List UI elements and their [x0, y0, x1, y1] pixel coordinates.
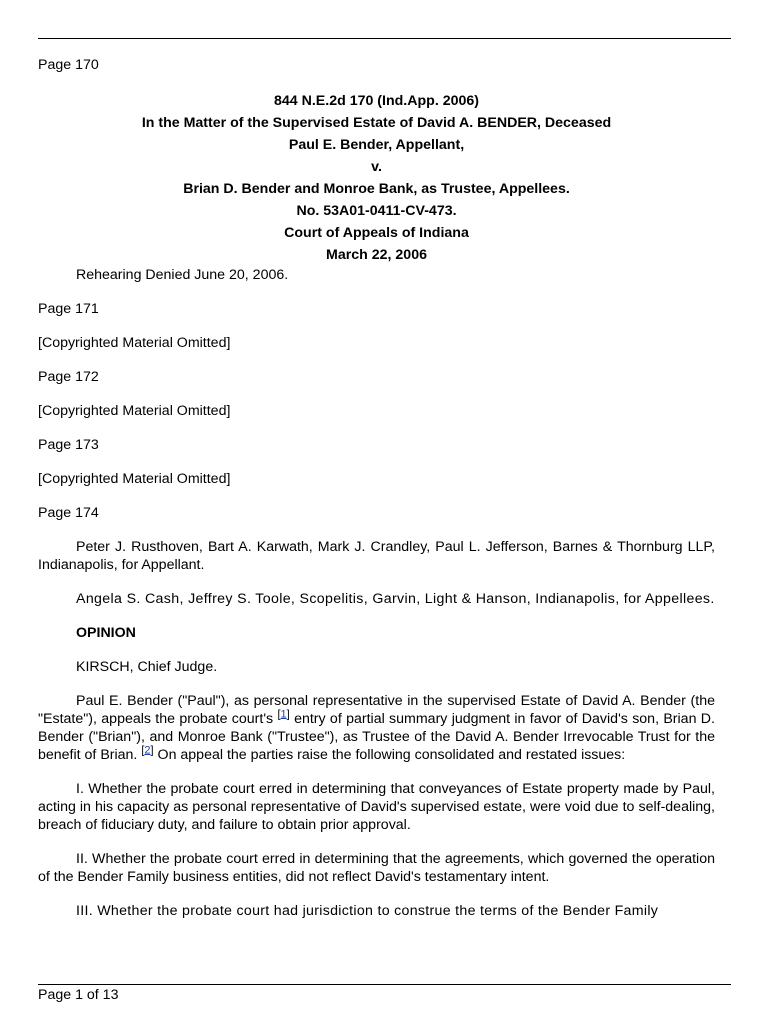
- citation: 844 N.E.2d 170 (Ind.App. 2006): [273, 93, 479, 109]
- rehearing-note: Rehearing Denied June 20, 2006.: [76, 267, 289, 283]
- case-caption: [38, 90, 715, 266]
- opinion-intro: Paul E. Bender ("Paul"), as personal representative in the supervised Estate of David A. Bender (the "Estate"), appeals the probate court's [1] entry of partial summary judgment in favor of David's son, Brian D. Bender ("Brian"), and Monroe Bank ("Trustee"), as Trustee of the David A. Bender Irrevocable Trust for the benefit of Brian. [2] On appeal the parties raise the following consolidated and restated issues:: [38, 693, 715, 763]
- intro-text-3: On appeal the parties raise the following consolidated and restated issues:: [157, 747, 626, 763]
- page-label-173: Page 173: [38, 437, 99, 453]
- opinion-heading: OPINION: [76, 625, 136, 641]
- matter-title: In the Matter of the Supervised Estate of David A. BENDER, Deceased: [141, 115, 612, 131]
- top-rule: [38, 38, 731, 39]
- issue-1: I. Whether the probate court erred in determining that conveyances of Estate property made by Paul, acting in his capacity as personal representative of David's supervised estate, were void due to self-dealing, breach of fiduciary duty, and failure to obtain prior approval.: [38, 781, 715, 833]
- counsel-appellant: Peter J. Rusthoven, Bart A. Karwath, Mark J. Crandley, Paul L. Jefferson, Barnes & Thornburg LLP, Indianapolis, for Appellant.: [38, 539, 715, 573]
- page-label-174: Page 174: [38, 505, 99, 521]
- versus: v.: [371, 159, 382, 175]
- bottom-rule: [38, 984, 731, 985]
- issue-3: III. Whether the probate court had jurisdiction to construe the terms of the Bender Family: [76, 903, 659, 919]
- opinion-author: KIRSCH, Chief Judge.: [76, 659, 218, 675]
- page-counter: Page 1 of 13: [38, 987, 119, 1003]
- footnote-link-2[interactable]: 2: [144, 744, 151, 757]
- decision-date: March 22, 2006: [326, 247, 427, 263]
- intro-text-2: entry of partial summary judgment in favor of David's son, Brian D. Bender ("Brian"), and Monroe Bank ("Trustee"), as Trustee of the David A. Bender Irrevocable Trust for the benefit of Brian.: [38, 711, 715, 763]
- omitted-note-171: [Copyrighted Material Omitted]: [38, 335, 231, 351]
- page-label-172: Page 172: [38, 369, 99, 385]
- omitted-note-173: [Copyrighted Material Omitted]: [38, 471, 231, 487]
- counsel-appellees: Angela S. Cash, Jeffrey S. Toole, Scopelitis, Garvin, Light & Hanson, Indianapolis, for Appellees.: [76, 591, 715, 607]
- intro-text-1: Paul E. Bender ("Paul"), as personal representative in the supervised Estate of David A. Bender (the "Estate"), appeals the probate court's: [38, 693, 715, 727]
- court-name: Court of Appeals of Indiana: [284, 225, 469, 241]
- appellees-name: Brian D. Bender and Monroe Bank, as Trustee, Appellees.: [183, 181, 570, 197]
- page-label-170: Page 170: [38, 57, 99, 73]
- omitted-note-172: [Copyrighted Material Omitted]: [38, 403, 231, 419]
- issue-2: II. Whether the probate court erred in determining that the agreements, which governed the operation of the Bender Family business entities, did not reflect David's testamentary intent.: [38, 851, 715, 885]
- page-label-171: Page 171: [38, 301, 99, 317]
- footnote-link-1[interactable]: 1: [280, 708, 287, 721]
- appellant-name: Paul E. Bender, Appellant,: [288, 137, 465, 153]
- docket-number: No. 53A01-0411-CV-473.: [296, 203, 457, 219]
- document-body: [38, 56, 715, 920]
